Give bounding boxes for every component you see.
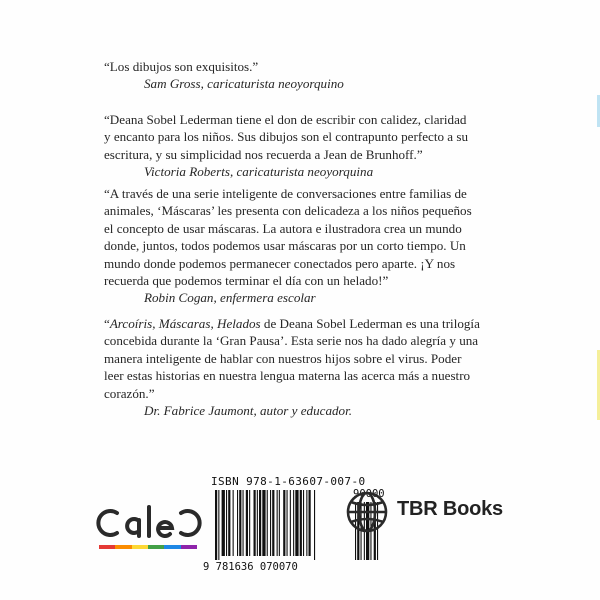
isbn-label: ISBN 978-1-63607-007-0 [211, 475, 366, 488]
barcode-bar [279, 490, 280, 556]
barcode-bar [287, 490, 288, 556]
quote-open-mark: “ [104, 316, 110, 331]
barcode-bar [295, 490, 298, 556]
barcode-bar [215, 490, 217, 560]
ean-digits: 9 781636 070070 [203, 561, 298, 573]
caleo-bar-segment [115, 545, 131, 549]
barcode-bar [303, 490, 304, 556]
quote-attribution: Sam Gross, caricaturista neoyorquino [144, 76, 344, 92]
tbr-books-name: TBR Books [397, 498, 503, 520]
barcode-bar [270, 490, 271, 556]
caleo-bar-segment [181, 545, 197, 549]
quote-text-line: concebida durante la ‘Gran Pausa’. Esta serie nos ha dado alegría y una [104, 333, 479, 349]
caleo-logo [95, 503, 205, 555]
barcode-bar [277, 490, 278, 556]
barcode-bar [309, 490, 311, 556]
barcode-bar [283, 490, 285, 556]
blurb-quote-4 [104, 315, 504, 419]
quote-text-line: “Deana Sobel Lederman tiene el don de escribir con calidez, claridad [104, 112, 467, 127]
barcode-bar [233, 490, 234, 556]
quote-text-line: escritura, y su simplicidad nos recuerda a Jean de Brunhoff.” [104, 146, 423, 162]
barcode-bar [239, 490, 241, 556]
tbr-books-logo [345, 488, 503, 538]
caleo-bar-segment [148, 545, 164, 549]
barcode-bar [259, 490, 261, 556]
blurb-quote-3 [104, 185, 504, 307]
caleo-bar-segment [164, 545, 180, 549]
caleo-rainbow-bar [99, 545, 197, 549]
blurb-quote-1 [104, 58, 504, 93]
quote-attribution: Robin Cogan, enfermera escolar [144, 290, 316, 306]
barcode-bar [246, 490, 248, 556]
barcode-bar [272, 490, 274, 556]
quote-text-line: “A través de una serie inteligente de conversaciones entre familias de [104, 186, 467, 201]
barcode-bar [262, 490, 265, 556]
barcode-bar [243, 490, 244, 556]
barcode-bar [267, 490, 268, 556]
barcode-bar [218, 490, 219, 560]
barcode-bar [228, 490, 230, 556]
barcode-bar [257, 490, 258, 556]
quote-text-line: el concepto de usar máscaras. La autora e ilustradora crea un mundo [104, 220, 462, 236]
quote-text-line: donde, juntos, todos podemos usar máscaras por un corto tiempo. Un [104, 238, 466, 254]
book-titles: Arcoíris, Máscaras, Helados [109, 316, 261, 331]
barcode-bar [254, 490, 256, 556]
globe-icon [345, 490, 389, 534]
caleo-bar-segment [99, 545, 115, 549]
barcode-bar [314, 490, 315, 560]
barcode-bar [306, 490, 307, 556]
quote-text-line: manera inteligente de hablar con nuestros hijos sobre el virus. Poder [104, 350, 462, 366]
quote-text-segment: de Deana Sobel Lederman es una trilogía [260, 316, 480, 331]
barcode-bar [222, 490, 225, 556]
price-code: 90000 [353, 488, 385, 500]
quote-text-line [104, 315, 504, 332]
caleo-bar-segment [132, 545, 148, 549]
quote-text-line: animales, ‘Máscaras’ les presenta con delicadeza a los niños pequeños [104, 203, 472, 219]
quote-attribution: Dr. Fabrice Jaumont, autor y educador. [144, 403, 353, 419]
barcode-bar [293, 490, 294, 556]
barcode-bar [300, 490, 302, 556]
quote-text-line: leer estas historias en nuestra lengua materna las acerca más a nuestro [104, 368, 471, 384]
quote-attribution: Victoria Roberts, caricaturista neoyorquina [144, 164, 374, 180]
quote-text-line: y encanto para los niños. Sus dibujos son el contrapunto perfecto a su [104, 129, 469, 145]
barcode-bar [249, 490, 250, 556]
barcode-bar [226, 490, 227, 556]
caleo-wordmark [95, 503, 205, 541]
blurb-quote-2 [104, 111, 504, 181]
quote-text-line: mundo donde podemos permanecer conectados pero aparte. ¡Y nos [104, 255, 456, 271]
quote-text-line: recuerda que podemos terminar el día con un helado!” [104, 273, 389, 289]
quote-text-line: “Los dibujos son exquisitos.” [104, 59, 259, 74]
quote-text-line: corazón.” [104, 385, 155, 401]
barcode-bar [290, 490, 291, 556]
barcode-bar [237, 490, 238, 556]
